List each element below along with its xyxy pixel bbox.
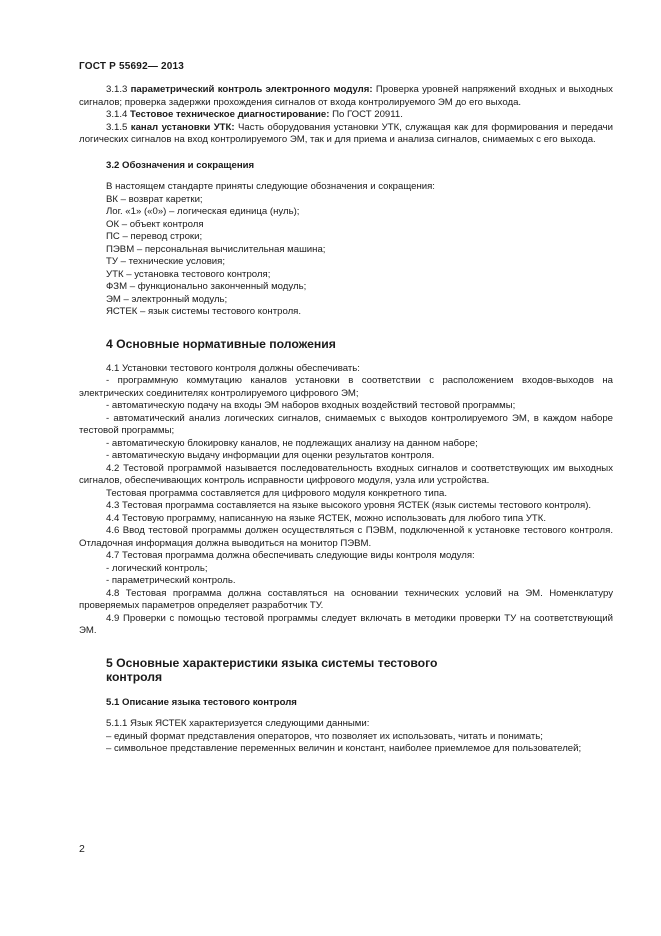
paragraph: 4.2 Тестовой программой называется последовательность входных сигналов и соответствующих им выходных сигналов, обеспечивающих контроль исправности цифрового модуля, узла или устройства. — [79, 462, 613, 486]
paragraph: - автоматический анализ логических сигналов, снимаемых с выходов контролируемого ЭМ, в каждом наборе тестовой программы; — [79, 412, 613, 436]
abbrev-item: ВК – возврат каретки; — [106, 193, 203, 205]
definition-3-1-3: 3.1.3 параметрический контроль электронного модуля: Проверка уровней напряжений входных и выходных сигналов; проверка задержки прохождения сигналов от входа контролируемого ЭМ до его выхода. — [79, 84, 613, 108]
abbrev-item: Лог. «1» («0») – логическая единица (нуль); — [106, 206, 300, 217]
paragraph: - логический контроль; — [106, 562, 208, 574]
abbrev-item: ОК – объект контроля — [106, 218, 204, 230]
paragraph: 4.8 Тестовая программа должна составляться на основании технических условий на ЭМ. Номенклатуру проверяемых параметров определяет разработчик ТУ. — [79, 587, 613, 611]
paragraph: - программную коммутацию каналов установки в соответствии с расположением входов-выходов на электрических соединителях контролируемого цифрового ЭМ; — [79, 375, 613, 399]
paragraph: - автоматическую подачу на входы ЭМ наборов входных воздействий тестовой программы; — [106, 400, 516, 411]
term: Тестовое техническое диагностирование: — [130, 109, 330, 120]
section-3-2-heading: 3.2 Обозначения и сокращения — [106, 159, 255, 171]
page-number: 2 — [79, 843, 85, 855]
section-5-1-heading: 5.1 Описание языка тестового контроля — [106, 696, 297, 708]
definition-3-1-5: 3.1.5 канал установки УТК: Часть оборудования установки УТК, служащая как для формирования и передачи логических сигналов на вход контролируемого ЭМ, так и для приема и анализа сигналов, снимаемых с его выхода. — [79, 121, 614, 145]
paragraph: Тестовая программа составляется для цифрового модуля конкретного типа. — [106, 487, 447, 499]
abbrev-item: ПС – перевод строки; — [106, 231, 203, 242]
paragraph: - автоматическую выдачу информации для оценки результатов контроля. — [106, 450, 435, 461]
term: канал установки УТК: — [130, 121, 235, 133]
abbrev-item: ПЭВМ – персональная вычислительная машина; — [106, 243, 326, 255]
section-5-heading: 5 Основные характеристики языка системы тестового контроля — [106, 655, 438, 684]
abbrev-item: ЭМ – электронный модуль; — [106, 293, 228, 305]
paragraph: 4.3 Тестовая программа составляется на языке высокого уровня ЯСТЕК (язык системы тестового контроля). — [106, 500, 592, 511]
abbrev-intro: В настоящем стандарте приняты следующие обозначения и сокращения: — [106, 181, 435, 192]
paragraph: 4.4 Тестовую программу, написанную на языке ЯСТЕК, можно использовать для любого типа УТК. — [106, 512, 547, 524]
document-body — [79, 84, 613, 756]
abbrev-item: ЯСТЕК – язык системы тестового контроля. — [106, 306, 302, 317]
term: параметрический контроль электронного модуля: — [130, 84, 373, 95]
definition-3-1-4: 3.1.4 Тестовое техническое диагностирование: По ГОСТ 20911. — [106, 109, 403, 120]
paragraph: 5.1.1 Язык ЯСТЕК характеризуется следующими данными: — [106, 718, 370, 729]
abbrev-item: ФЗМ – функционально законченный модуль; — [106, 281, 307, 292]
paragraph: 4.1 Установки тестового контроля должны обеспечивать: — [106, 362, 360, 374]
section-4-heading: 4 Основные нормативные положения — [106, 336, 336, 351]
paragraph: - автоматическую блокировку каналов, не подлежащих анализу на данном наборе; — [106, 437, 478, 449]
document-header: ГОСТ Р 55692— 2013 — [79, 61, 185, 72]
paragraph: – единый формат представления операторов, что позволяет их использовать, читать и понимать; — [106, 730, 543, 742]
abbrev-item: УТК – установка тестового контроля; — [106, 268, 271, 280]
paragraph: 4.6 Ввод тестовой программы должен осуществляться с ПЭВМ, подключенной к установке тестового контроля. Отладочная информация должна выводиться на монитор ПЭВМ. — [79, 525, 613, 549]
paragraph: - параметрический контроль. — [106, 575, 236, 586]
paragraph: 4.9 Проверки с помощью тестовой программы следует включать в методики проверки ТУ на соответствующий ЭМ. — [79, 612, 613, 636]
paragraph: – символьное представление переменных величин и констант, наиболее приемлемое для пользователей; — [106, 743, 582, 754]
abbrev-item: ТУ – технические условия; — [106, 256, 226, 267]
paragraph: 4.7 Тестовая программа должна обеспечивать следующие виды контроля модуля: — [106, 550, 475, 561]
